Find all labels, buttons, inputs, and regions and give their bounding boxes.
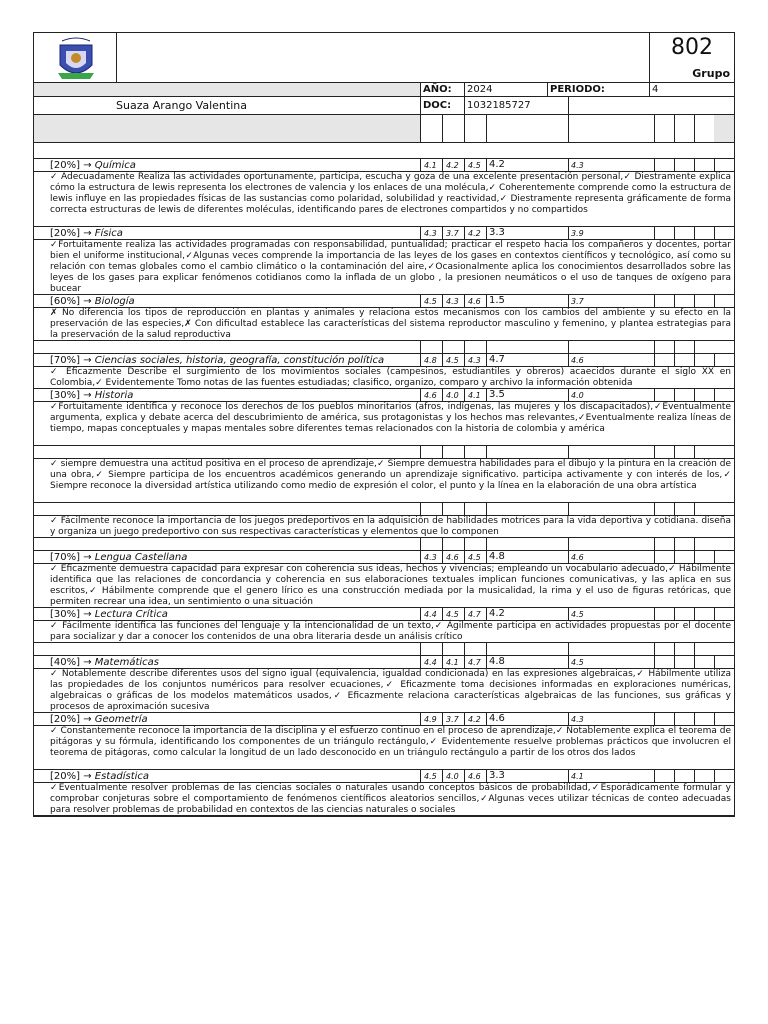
report-card xyxy=(33,32,735,817)
grade-1: 4.4 xyxy=(424,610,437,619)
spacer-row xyxy=(34,341,734,354)
subject-description: ✓ Eficazmente Describe el surgimiento de los movimientos sociales (campesinos, estudiantiles y obreros) acaecidos durante el siglo XX en Colombia,✓ Evidentemente Tomo notas de las fuentes estudiadas; clasifico, organizo, comparo y archivo la información obtenida xyxy=(50,367,731,388)
subject-description-row xyxy=(34,367,734,389)
final-grade: 4.8 xyxy=(489,656,505,667)
grade-1: 4.3 xyxy=(424,553,437,562)
subject-description-row xyxy=(34,516,734,538)
other-grade: 4.5 xyxy=(571,658,584,667)
grade-1: 4.1 xyxy=(424,161,437,170)
subject-description-row xyxy=(34,669,734,713)
grade-1: 4.5 xyxy=(424,297,437,306)
subject-description-row xyxy=(34,621,734,643)
subject-header-row xyxy=(34,295,734,308)
subject-description-row xyxy=(34,726,734,770)
subject-description-row xyxy=(34,459,734,503)
subject-header-row xyxy=(34,713,734,726)
subject-description-row xyxy=(34,783,734,816)
year-label: AÑO: xyxy=(423,84,452,95)
spacer-row xyxy=(34,143,734,159)
grade-2: 4.5 xyxy=(446,356,459,365)
year-row xyxy=(34,83,734,97)
subject-description: ✓Fortuitamente identifica y reconoce los derechos de los pueblos minoritarios (afros, indígenas, las mujeres y los discapacitados),✓Eventualmente argumenta, explica y debate acerca del descubrimiento de américa, sus protagonistas y los hechos mas relevantes,✓Eventualmente realiza líneas de tiempo, mapas conceptuales y mapas mentales sobre diferentes temas relacionados con la historia de colombia y américa xyxy=(50,402,731,434)
doc-label: DOC: xyxy=(423,100,452,111)
subject-header-row xyxy=(34,227,734,240)
subject-description: ✓ Eficazmente demuestra capacidad para expresar con coherencia sus ideas, hechos y vivencias; empleando un vocabulario adecuado,✓ Hábilmente identifica que las relaciones de concordancia y coherencia en sus elaboraciones textuales implican funciones comunicativas, y las aplica en sus escritos,✓ Hábilmente comprende que el genero lírico es una construcción mediada por la musicalidad, la rima y el uso de figuras retóricas, que permiten recrear una idea, un sentimiento o una situación xyxy=(50,564,731,607)
subject-name: [30%] → Lectura Crítica xyxy=(50,609,168,620)
grade-3: 4.5 xyxy=(468,553,481,562)
spacer-row xyxy=(34,503,734,516)
period-value: 4 xyxy=(652,84,659,95)
final-grade: 4.6 xyxy=(489,713,505,724)
subject-description: ✓Fortuitamente realiza las actividades programadas con responsabilidad, puntualidad; practicar el respeto hacia los compañeros y docentes, portar bien el uniforme institucional,✓Algunas veces comprende la importancia de las leyes de los gases en contextos científicos y tecnológico, así como su relación con temas globales como el cambio climático o la contaminación del aire,✓Ocasionalmente aplica los conocimientos desarrollados sobre las leyes de los gases para explicar fenómenos cotidianos como la inflada de un globo , la presionen neumáticos o el uso de tanques de oxígeno para bucear xyxy=(50,240,731,294)
other-grade: 4.3 xyxy=(571,161,584,170)
grade-2: 4.6 xyxy=(446,553,459,562)
subject-name: [20%] → Estadística xyxy=(50,771,150,782)
grade-2: 4.0 xyxy=(446,772,459,781)
grade-1: 4.9 xyxy=(424,715,437,724)
grade-3: 4.3 xyxy=(468,356,481,365)
header-row xyxy=(34,33,734,83)
subject-name: [70%] → Ciencias sociales, historia, geografía, constitución política xyxy=(50,355,385,366)
grade-3: 4.7 xyxy=(468,610,481,619)
grade-2: 4.5 xyxy=(446,610,459,619)
group-label: Grupo xyxy=(692,67,730,80)
final-grade: 1.5 xyxy=(489,295,505,306)
subject-description: ✓ siempre demuestra una actitud positiva en el proceso de aprendizaje,✓ Siempre demuestra habilidades para el dibujo y la pintura en la creación de una obra,✓ Siempre participa de los encuentros académicos generando un aprendizaje significativo. participa activamente y con interés de los,✓ Siempre reconoce la diversidad artística utilizando como medio de expresión el color, el punto y la línea en la elaboración de una obra artística xyxy=(50,459,731,491)
other-grade: 4.6 xyxy=(571,553,584,562)
other-grade: 3.7 xyxy=(571,297,584,306)
grade-2: 4.3 xyxy=(446,297,459,306)
student-name: Suaza Arango Valentina xyxy=(116,99,247,112)
grade-3: 4.6 xyxy=(468,297,481,306)
subject-description: ✓ Adecuadamente Realiza las actividades oportunamente, participa, escucha y goza de una excelente presentación personal,✓ Diestramente explica cómo la estructura de lewis representa los electrones de valencia y los enlaces de una molécula,✓ Coherentemente comprende como la estructura de lewis influye en las propiedades físicas de las sustancias como polaridad, solubilidad y reactividad,✓ Diestramente representa gráficamente de forma correcta estructuras de lewis de diferentes moléculas, identificando pares de electrones compartidos y no compartidos xyxy=(50,172,731,215)
spacer-row xyxy=(34,446,734,459)
subject-header-row xyxy=(34,354,734,367)
subject-description-row xyxy=(34,564,734,608)
subject-description: ✓ Fácilmente reconoce la importancia de los juegos predeportivos en la adquisición de habilidades motrices para la vida deportiva y cotidiana. diseña y organiza un juego predeportivo con sus respectivas características y elementos que lo componen xyxy=(50,516,731,537)
subject-description-row xyxy=(34,240,734,295)
other-grade: 4.3 xyxy=(571,715,584,724)
other-grade: 4.0 xyxy=(571,391,584,400)
subject-header-row xyxy=(34,551,734,564)
subject-description: ✓ Notablemente describe diferentes usos del signo igual (equivalencia, igualdad condicionada) en las expresiones algebraicas,✓ Hábilmente utiliza las propiedades de los conjuntos numéricos para resolver ecuaciones,✓ Eficazmente toma decisiones informadas en exploraciones numéricas, algebraicas o gráficas de los modelos matemáticos usados,✓ Eficazmente relaciona características algebraicas de las funciones, sus gráficas y procesos de aproximación sucesiva xyxy=(50,669,731,712)
other-grade: 3.9 xyxy=(571,229,584,238)
grade-3: 4.2 xyxy=(468,715,481,724)
grade-1: 4.6 xyxy=(424,391,437,400)
final-grade: 4.2 xyxy=(489,608,505,619)
subject-name: [20%] → Química xyxy=(50,160,136,171)
grade-2: 4.0 xyxy=(446,391,459,400)
subject-name: [60%] → Biología xyxy=(50,296,135,307)
subject-name: [30%] → Historia xyxy=(50,390,134,401)
subject-description-row xyxy=(34,308,734,341)
grade-3: 4.5 xyxy=(468,161,481,170)
subject-header-row xyxy=(34,656,734,669)
grade-1: 4.5 xyxy=(424,772,437,781)
doc-value: 1032185727 xyxy=(467,100,531,111)
grade-3: 4.6 xyxy=(468,772,481,781)
grade-1: 4.8 xyxy=(424,356,437,365)
final-grade: 3.3 xyxy=(489,770,505,781)
grade-2: 4.1 xyxy=(446,658,459,667)
final-grade: 3.5 xyxy=(489,389,505,400)
grade-2: 4.2 xyxy=(446,161,459,170)
student-row xyxy=(34,97,734,115)
subject-description-row xyxy=(34,402,734,446)
spacer-row xyxy=(34,643,734,656)
grade-3: 4.2 xyxy=(468,229,481,238)
grade-3: 4.7 xyxy=(468,658,481,667)
grade-1: 4.3 xyxy=(424,229,437,238)
subject-header-row xyxy=(34,770,734,783)
spacer-row xyxy=(34,538,734,551)
subject-name: [20%] → Geometría xyxy=(50,714,148,725)
subject-description: ✓ Fácilmente identifica las funciones del lenguaje y la intencionalidad de un texto,✓ Ágilmente participa en actividades propuestas por el docente para socializar y dar a conocer los contenidos de una obra literaria desde un análisis crítico xyxy=(50,621,731,642)
final-grade: 4.2 xyxy=(489,159,505,170)
subject-description-row xyxy=(34,172,734,227)
subject-name: [70%] → Lengua Castellana xyxy=(50,552,188,563)
subject-name: [40%] → Matemáticas xyxy=(50,657,160,668)
final-grade: 4.7 xyxy=(489,354,505,365)
column-header-row xyxy=(34,115,734,143)
subject-description: ✗ No diferencia los tipos de reproducción en plantas y animales y relaciona estos mecanismos con los cambios del ambiente y su efecto en la preservación de las especies,✗ Con dificultad establece las características del sistema reproductor masculino y femenino, y plantea estrategias para la preservación de la salud reproductiva xyxy=(50,308,731,340)
period-label: PERIODO: xyxy=(550,84,605,95)
grade-1: 4.4 xyxy=(424,658,437,667)
grade-2: 3.7 xyxy=(446,715,459,724)
other-grade: 4.6 xyxy=(571,356,584,365)
subject-header-row xyxy=(34,608,734,621)
grade-3: 4.1 xyxy=(468,391,481,400)
school-logo-icon xyxy=(54,37,98,83)
other-grade: 4.1 xyxy=(571,772,584,781)
group-number: 802 xyxy=(671,35,713,60)
final-grade: 4.8 xyxy=(489,551,505,562)
subject-name: [20%] → Física xyxy=(50,228,123,239)
year-value: 2024 xyxy=(467,84,493,95)
grade-2: 3.7 xyxy=(446,229,459,238)
group-box xyxy=(649,33,734,82)
other-grade: 4.5 xyxy=(571,610,584,619)
subject-header-row xyxy=(34,389,734,402)
subject-description: ✓Eventualmente resolver problemas de las ciencias sociales o naturales usando conceptos básicos de probabilidad,✓Esporádicamente formular y comprobar conjeturas sobre el comportamiento de fenómenos científicos aleatorios sencillos,✓Algunas veces utilizar técnicas de conteo adecuadas para resolver problemas de probabilidad en contextos de las ciencias naturales o sociales xyxy=(50,783,731,815)
final-grade: 3.3 xyxy=(489,227,505,238)
subject-description: ✓ Constantemente reconoce la importancia de la disciplina y el esfuerzo continuo en el proceso de aprendizaje,✓ Notablemente explica el teorema de pitágoras y su fórmula, identificando los componentes de un triángulo rectángulo,✓ Evidentemente resuelve problemas prácticos que involucren el teorema de pitágoras, como calcular la longitud de un lado desconocido en un triángulo rectángulo a partir de los otros dos lados xyxy=(50,726,731,758)
subject-header-row xyxy=(34,159,734,172)
